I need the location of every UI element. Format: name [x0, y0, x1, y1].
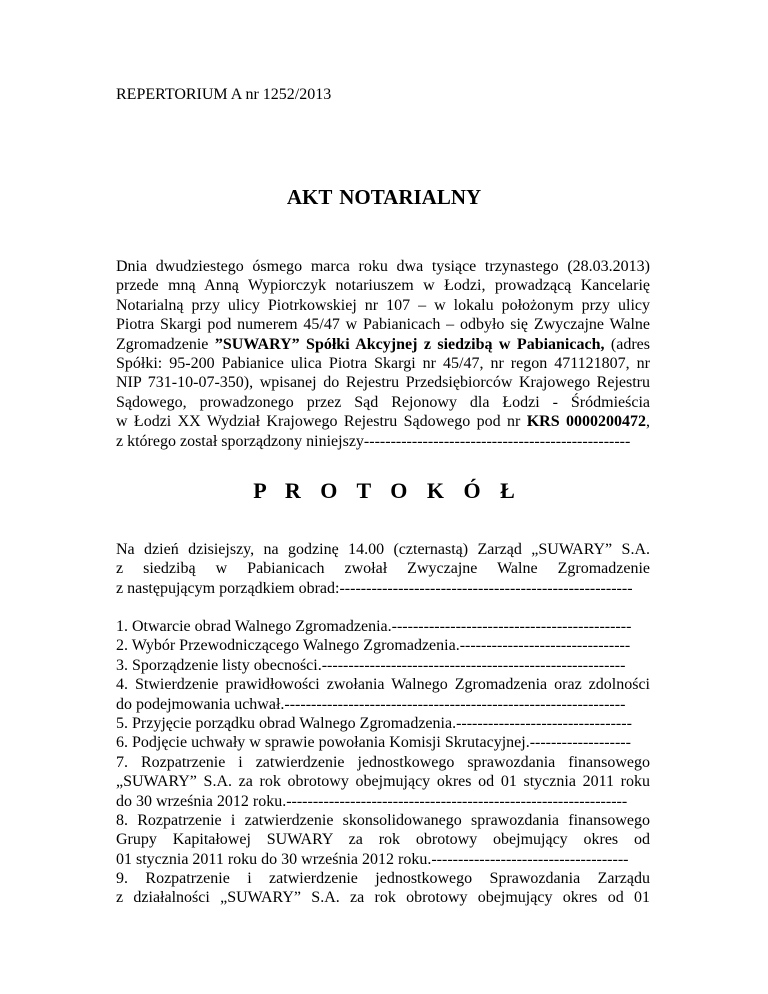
- agenda-item: 8. Rozpatrzenie i zatwierdzenie skonsolidowanego sprawozdania finansowego: [116, 811, 650, 829]
- protocol-line: z siedzibą w Pabianicach zwołał Zwyczajne Walne Zgromadzenie: [116, 560, 650, 578]
- intro-line: [116, 412, 650, 431]
- agenda-item: 7. Rozpatrzenie i zatwierdzenie jednostkowego sprawozdania finansowego: [116, 753, 650, 771]
- protocol-title: P R O T O K Ó Ł: [253, 478, 522, 503]
- protocol-line: z następującym porządkiem obrad:-------------------------------------------------------: [116, 579, 633, 597]
- intro-line: [116, 335, 650, 354]
- intro-text: Zgromadzenie: [116, 335, 215, 353]
- intro-text: w Łodzi XX Wydział Krajowego Rejestru Sądowego pod nr: [116, 413, 527, 431]
- agenda-item: 4. Stwierdzenie prawidłowości zwołania Walnego Zgromadzenia oraz zdolności: [116, 676, 650, 694]
- intro-line: z którego został sporządzony niniejszy--------------------------------------------------: [116, 432, 631, 450]
- document-title: AKT NOTARIALNY: [286, 185, 482, 209]
- agenda-list: [116, 617, 650, 908]
- protocol-line: Na dzień dzisiejszy, na godzinę 14.00 (czternastą) Zarząd „SUWARY” S.A.: [116, 541, 650, 558]
- agenda-item: 2. Wybór Przewodniczącego Walnego Zgromadzenia.--------------------------------: [116, 637, 631, 655]
- agenda-item: 5. Przyjęcie porządku obrad Walnego Zgromadzenia.---------------------------------: [116, 714, 632, 732]
- repertorium-number: REPERTORIUM A nr 1252/2013: [116, 86, 332, 103]
- company-name-bold: ”SUWARY” Spółki Akcyjnej z siedzibą w Pabianicach,: [214, 335, 605, 353]
- agenda-item: 9. Rozpatrzenie i zatwierdzenie jednostkowego Sprawozdania Zarządu: [116, 870, 650, 888]
- agenda-item: do 30 września 2012 roku.----------------------------------------------------------------: [116, 792, 628, 810]
- intro-line: Piotra Skargi pod numerem 45/47 w Pabianicach – odbyło się Zwyczajne Walne: [116, 316, 650, 334]
- intro-line: NIP 731-10-07-350), wpisanej do Rejestru Przedsiębiorców Krajowego Rejestru: [116, 374, 650, 392]
- intro-line: Spółki: 95-200 Pabianice ulica Piotra Skargi nr 45/47, nr regon 471121807, nr: [116, 354, 650, 372]
- intro-text: ,: [646, 413, 650, 431]
- intro-line: Dnia dwudziestego ósmego marca roku dwa tysiące trzynastego (28.03.2013): [116, 258, 650, 275]
- agenda-item: 1. Otwarcie obrad Walnego Zgromadzenia.---------------------------------------------: [116, 618, 632, 635]
- agenda-item: Grupy Kapitałowej SUWARY za rok obrotowy obejmujący okres od: [116, 831, 650, 849]
- agenda-item: „SUWARY” S.A. za rok obrotowy obejmujący okres od 01 stycznia 2011 roku: [116, 773, 650, 791]
- protocol-paragraph: [116, 540, 650, 598]
- agenda-item: 01 stycznia 2011 roku do 30 września 2012 roku.-------------------------------------: [116, 850, 629, 868]
- intro-text: (adres: [604, 335, 650, 353]
- agenda-item: z działalności „SUWARY” S.A. za rok obrotowy obejmujący okres od 01: [116, 889, 650, 907]
- intro-line: przede mną Anną Wypiorczyk notariuszem w Łodzi, prowadzącą Kancelarię: [116, 277, 650, 295]
- intro-line: Notarialną przy ulicy Piotrkowskiej nr 107 – w lokalu położonym przy ulicy: [116, 296, 650, 314]
- krs-number-bold: KRS 0000200472: [526, 413, 646, 431]
- agenda-item: do podejmowania uchwał.----------------------------------------------------------------: [116, 695, 626, 713]
- agenda-item: 6. Podjęcie uchwały w sprawie powołania Komisji Skrutacyjnej.-------------------: [116, 734, 631, 752]
- intro-line: Sądowego, prowadzonego przez Sąd Rejonowy dla Łodzi - Śródmieścia: [116, 393, 650, 411]
- agenda-item: 3. Sporządzenie listy obecności.---------------------------------------------------------: [116, 656, 626, 674]
- intro-paragraph: [116, 257, 650, 451]
